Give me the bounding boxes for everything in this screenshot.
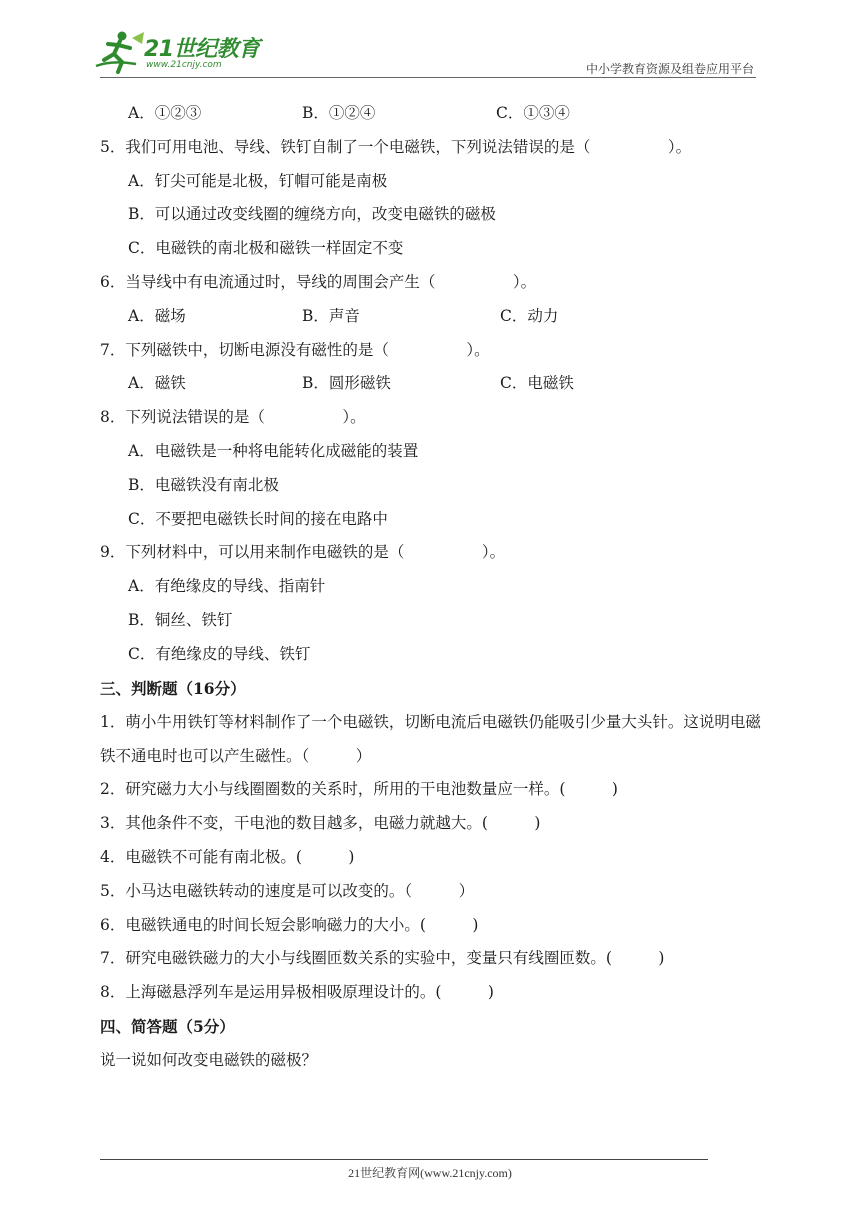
judge-item-4: 4．电磁铁不可能有南北极。( ) xyxy=(100,847,355,866)
q4-option-c: C．①③④ xyxy=(496,104,570,122)
q8-option-a: A．电磁铁是一种将电能转化成磁能的装置 xyxy=(128,441,419,460)
q4-option-a: A．①②③ xyxy=(128,104,202,122)
judge-item-3: 3．其他条件不变，干电池的数目越多，电磁力就越大。( ) xyxy=(100,814,541,833)
q5-option-a: A．钉尖可能是北极，钉帽可能是南极 xyxy=(128,171,388,190)
q4-option-b: B．①②④ xyxy=(302,104,376,122)
q6-stem: 6．当导线中有电流通过时，导线的周围会产生（ ）。 xyxy=(100,272,537,291)
judge-item-7: 7．研究电磁铁磁力的大小与线圈匝数关系的实验中，变量只有线圈匝数。( ) xyxy=(100,949,665,968)
platform-title: 中小学教育资源及组卷应用平台 xyxy=(585,62,754,76)
q6-option-a: A．磁场 xyxy=(128,306,186,325)
page-header xyxy=(0,0,860,80)
q7-option-b: B．圆形磁铁 xyxy=(302,374,391,393)
judge-item-1: 1．萌小牛用铁钉等材料制作了一个电磁铁，切断电流后电磁铁仍能吸引少量大头针。这说明电磁铁不通电时也可以产生磁性。（ ） xyxy=(100,713,761,766)
q7-option-c: C．电磁铁 xyxy=(500,374,574,393)
logo-url: www.21cnjy.com xyxy=(146,60,222,70)
section4-title: 四、简答题（5分） xyxy=(100,1016,235,1036)
q8-option-c: C．不要把电磁铁长时间的接在电路中 xyxy=(128,509,388,528)
q9-option-a: A．有绝缘皮的导线、指南针 xyxy=(128,577,326,596)
q5-stem: 5．我们可用电池、导线、铁钉自制了一个电磁铁，下列说法错误的是（ ）。 xyxy=(100,137,692,156)
q5-option-c: C．电磁铁的南北极和磁铁一样固定不变 xyxy=(128,239,404,258)
section3-title: 三、判断题（16分） xyxy=(100,678,246,698)
q4-options xyxy=(100,97,770,131)
q7-option-a: A．磁铁 xyxy=(128,374,186,393)
q8-option-b: B．电磁铁没有南北极 xyxy=(128,475,279,494)
q6-option-b: B．声音 xyxy=(302,306,360,325)
logo xyxy=(92,30,272,76)
logo-text: 21世纪教育 xyxy=(144,37,260,62)
judge-item-6: 6．电磁铁通电的时间长短会影响磁力的大小。( ) xyxy=(100,915,479,934)
q9-option-c: C．有绝缘皮的导线、铁钉 xyxy=(128,644,311,663)
q9-option-b: B．铜丝、铁钉 xyxy=(128,610,233,629)
q7-stem: 7．下列磁铁中，切断电源没有磁性的是（ ）。 xyxy=(100,340,490,359)
q7-options xyxy=(100,367,770,401)
footer-divider xyxy=(100,1159,708,1160)
q9-stem: 9．下列材料中，可以用来制作电磁铁的是（ ）。 xyxy=(100,543,506,562)
judge-item-5: 5．小马达电磁铁转动的速度是可以改变的。（ ） xyxy=(100,881,475,900)
q5-option-b: B．可以通过改变线圈的缠绕方向，改变电磁铁的磁极 xyxy=(128,205,496,224)
header-divider xyxy=(100,77,756,78)
judge-item-2: 2．研究磁力大小与线圈圈数的关系时，所用的干电池数量应一样。( ) xyxy=(100,780,618,799)
runner-logo-icon xyxy=(92,30,148,76)
q8-stem: 8．下列说法错误的是（ ）。 xyxy=(100,408,366,427)
q6-option-c: C．动力 xyxy=(500,306,559,325)
judge-item-8: 8．上海磁悬浮列车是运用异极相吸原理设计的。( ) xyxy=(100,983,494,1002)
q6-options xyxy=(100,300,770,334)
exam-content xyxy=(100,97,770,1078)
short-answer-question: 说一说如何改变电磁铁的磁极？ xyxy=(100,1050,318,1069)
footer-text: 21世纪教育网(www.21cnjy.com) xyxy=(348,1166,512,1180)
